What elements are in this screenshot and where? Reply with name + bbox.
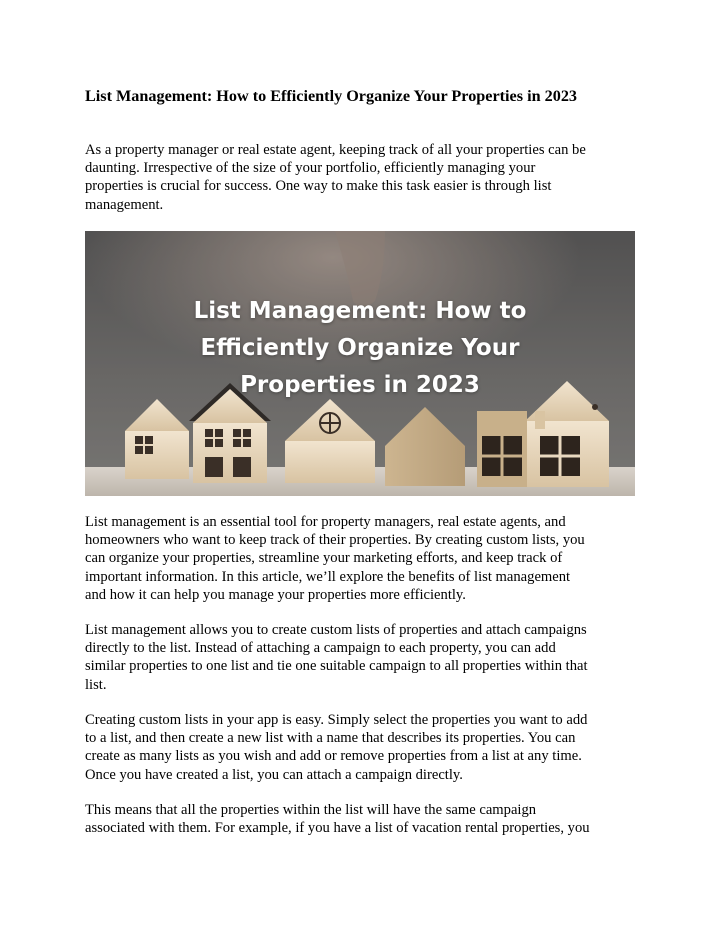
text-line: can organize your properties, streamline your marketing efforts, and keep track of (85, 550, 563, 567)
intro-paragraph (85, 141, 637, 214)
article-title: List Management: How to Efficiently Organize Your Properties in 2023 (85, 87, 578, 105)
text-line: This means that all the properties within the list will have the same campaign (85, 802, 537, 818)
text-line: As a property manager or real estate agent, keeping track of all your properties can be (85, 142, 586, 158)
hero-title-line: Properties in 2023 (240, 372, 480, 398)
paragraph-creating-lists (85, 711, 637, 784)
text-line: daunting. Irrespective of the size of your portfolio, efficiently managing your (85, 160, 536, 177)
paragraph-benefits (85, 513, 637, 604)
text-line: list. (85, 676, 107, 693)
text-line: create as many lists as you wish and add or remove properties from a list at any time. (85, 748, 582, 765)
paragraph-campaigns (85, 621, 637, 694)
text-line: important information. In this article, we’ll explore the benefits of list management (85, 568, 571, 585)
hero-title-line: List Management: How to (193, 298, 527, 324)
text-line: homeowners who want to keep track of their properties. By creating custom lists, you (85, 532, 585, 549)
text-line: and how it can help you manage your properties more efficiently. (85, 586, 466, 603)
text-line: Creating custom lists in your app is easy. Simply select the properties you want to add (85, 712, 588, 728)
text-line: to a list, and then create a new list with a name that describes its properties. You can (85, 730, 576, 747)
text-line: associated with them. For example, if you have a list of vacation rental properties, you (85, 820, 590, 837)
text-line: List management allows you to create custom lists of properties and attach campaigns (85, 622, 587, 638)
paragraph-same-campaign (85, 801, 637, 837)
text-line: similar properties to one list and tie one suitable campaign to all properties within that (85, 658, 588, 675)
hero-title (85, 293, 635, 404)
text-line: properties is crucial for success. One way to make this task easier is through list (85, 178, 552, 195)
text-line: List management is an essential tool for property managers, real estate agents, and (85, 514, 566, 530)
text-line: management. (85, 196, 164, 213)
text-line: Once you have created a list, you can attach a campaign directly. (85, 766, 463, 783)
hero-title-line: Efficiently Organize Your (200, 335, 520, 361)
hero-image (85, 231, 635, 496)
text-line: directly to the list. Instead of attaching a campaign to each property, you can add (85, 640, 556, 657)
